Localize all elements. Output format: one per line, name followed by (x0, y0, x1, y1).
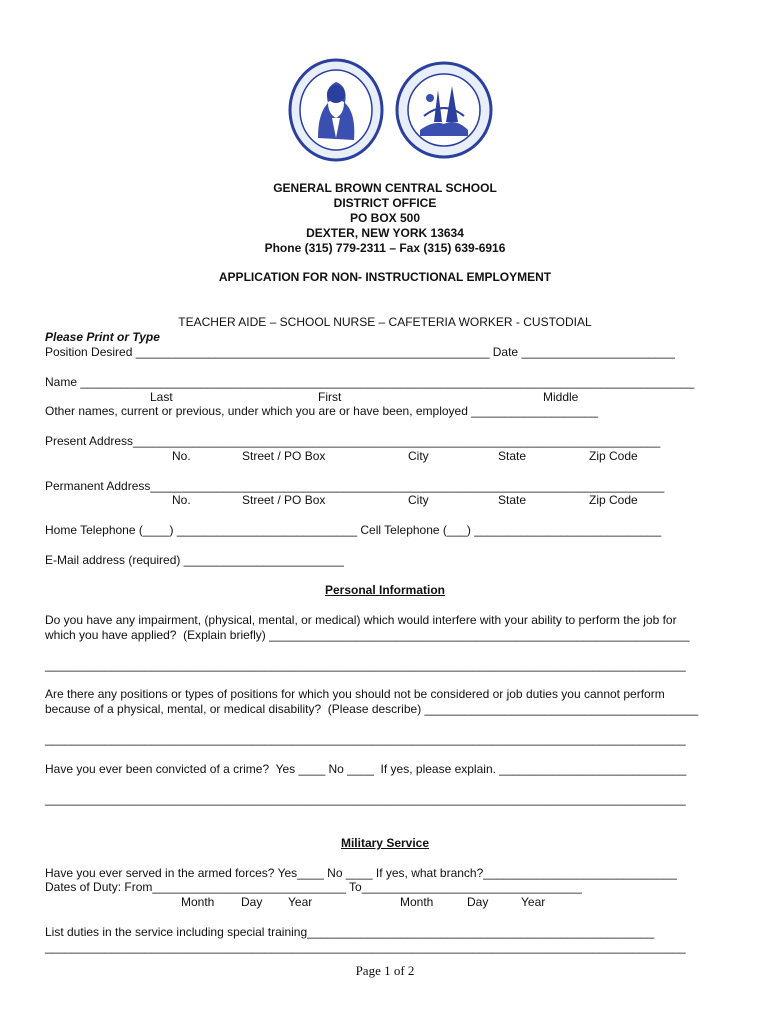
address-state-label: State (498, 493, 527, 507)
address-no-label: No. (172, 493, 191, 507)
telephone-field[interactable]: Home Telephone (____) ___________________________ Cell Telephone (___) ____________________________ (45, 523, 662, 537)
permanent-address-field[interactable]: Permanent Address_____________________________________________________________________________ (45, 479, 665, 493)
name-last-label: Last (150, 390, 173, 404)
po-box: PO BOX 500 (349, 211, 421, 225)
school-seal-right-logo (394, 60, 494, 160)
impairment-answer-line[interactable]: ________________________________________________________________________________________________ (45, 658, 686, 672)
military-duties-line[interactable]: ________________________________________________________________________________________________ (45, 940, 686, 954)
armed-forces-field[interactable]: Have you ever served in the armed forces? Yes____ No ____ If yes, what branch?_____________________________ (45, 866, 677, 880)
to-year-label: Year (521, 895, 546, 909)
disability-answer-line[interactable]: ________________________________________________________________________________________________ (45, 732, 686, 746)
district-name: GENERAL BROWN CENTRAL SCHOOL (273, 181, 497, 195)
address-state-label: State (498, 449, 527, 463)
disability-question: Are there any positions or types of positions for which you should not be considered or job duties you cannot perform (45, 687, 665, 701)
name-first-label: First (318, 390, 342, 404)
military-service-heading: Military Service (340, 836, 430, 850)
present-address-field[interactable]: Present Address_______________________________________________________________________________ (45, 434, 661, 448)
dates-of-duty-field[interactable]: Dates of Duty: From_____________________________ To_________________________________ (45, 880, 582, 894)
address-city-label: City (408, 493, 429, 507)
address-city-label: City (408, 449, 429, 463)
page-title: APPLICATION FOR NON- INSTRUCTIONAL EMPLOYMENT (218, 270, 552, 284)
crime-question-field[interactable]: Have you ever been convicted of a crime? Yes ____ No ____ If yes, please explain. ____________________________ (45, 762, 687, 776)
to-month-label: Month (400, 895, 434, 909)
from-month-label: Month (181, 895, 215, 909)
from-year-label: Year (288, 895, 313, 909)
crime-answer-line[interactable]: ________________________________________________________________________________________________ (45, 792, 686, 806)
disability-answer-field[interactable]: because of a physical, mental, or medical disability? (Please describe) _________________________________________ (45, 702, 699, 716)
from-day-label: Day (241, 895, 263, 909)
address-no-label: No. (172, 449, 191, 463)
email-field[interactable]: E-Mail address (required) ________________________ (45, 553, 344, 567)
to-day-label: Day (467, 895, 489, 909)
district-office: DISTRICT OFFICE (333, 196, 437, 210)
position-desired-field[interactable]: Position Desired _____________________________________________________ Date _______________________ (45, 345, 675, 359)
other-names-field[interactable]: Other names, current or previous, under which you are or have been, employed ___________________ (45, 404, 599, 418)
personal-info-heading: Personal Information (324, 583, 446, 597)
address-zip-label: Zip Code (589, 449, 638, 463)
address-street-label: Street / PO Box (242, 449, 326, 463)
phone-fax: Phone (315) 779-2311 – Fax (315) 639-6916 (264, 241, 506, 255)
page-number: Page 1 of 2 (355, 963, 415, 978)
address-street-label: Street / PO Box (242, 493, 326, 507)
impairment-answer-field[interactable]: which you have applied? (Explain briefly) _______________________________________________________________ (45, 628, 690, 642)
address-zip-label: Zip Code (589, 493, 638, 507)
positions-list: TEACHER AIDE – SCHOOL NURSE – CAFETERIA WORKER - CUSTODIAL (178, 315, 592, 329)
military-duties-field[interactable]: List duties in the service including special training____________________________________________________ (45, 925, 655, 939)
city-state: DEXTER, NEW YORK 13634 (306, 226, 464, 240)
school-seal-left-logo (288, 58, 384, 162)
impairment-question: Do you have any impairment, (physical, mental, or medical) which would interfere with your ability to perform the job for (45, 613, 677, 627)
name-middle-label: Middle (543, 390, 579, 404)
name-field[interactable]: Name ____________________________________________________________________________________________ (45, 375, 695, 389)
print-type-note: Please Print or Type (45, 330, 160, 344)
